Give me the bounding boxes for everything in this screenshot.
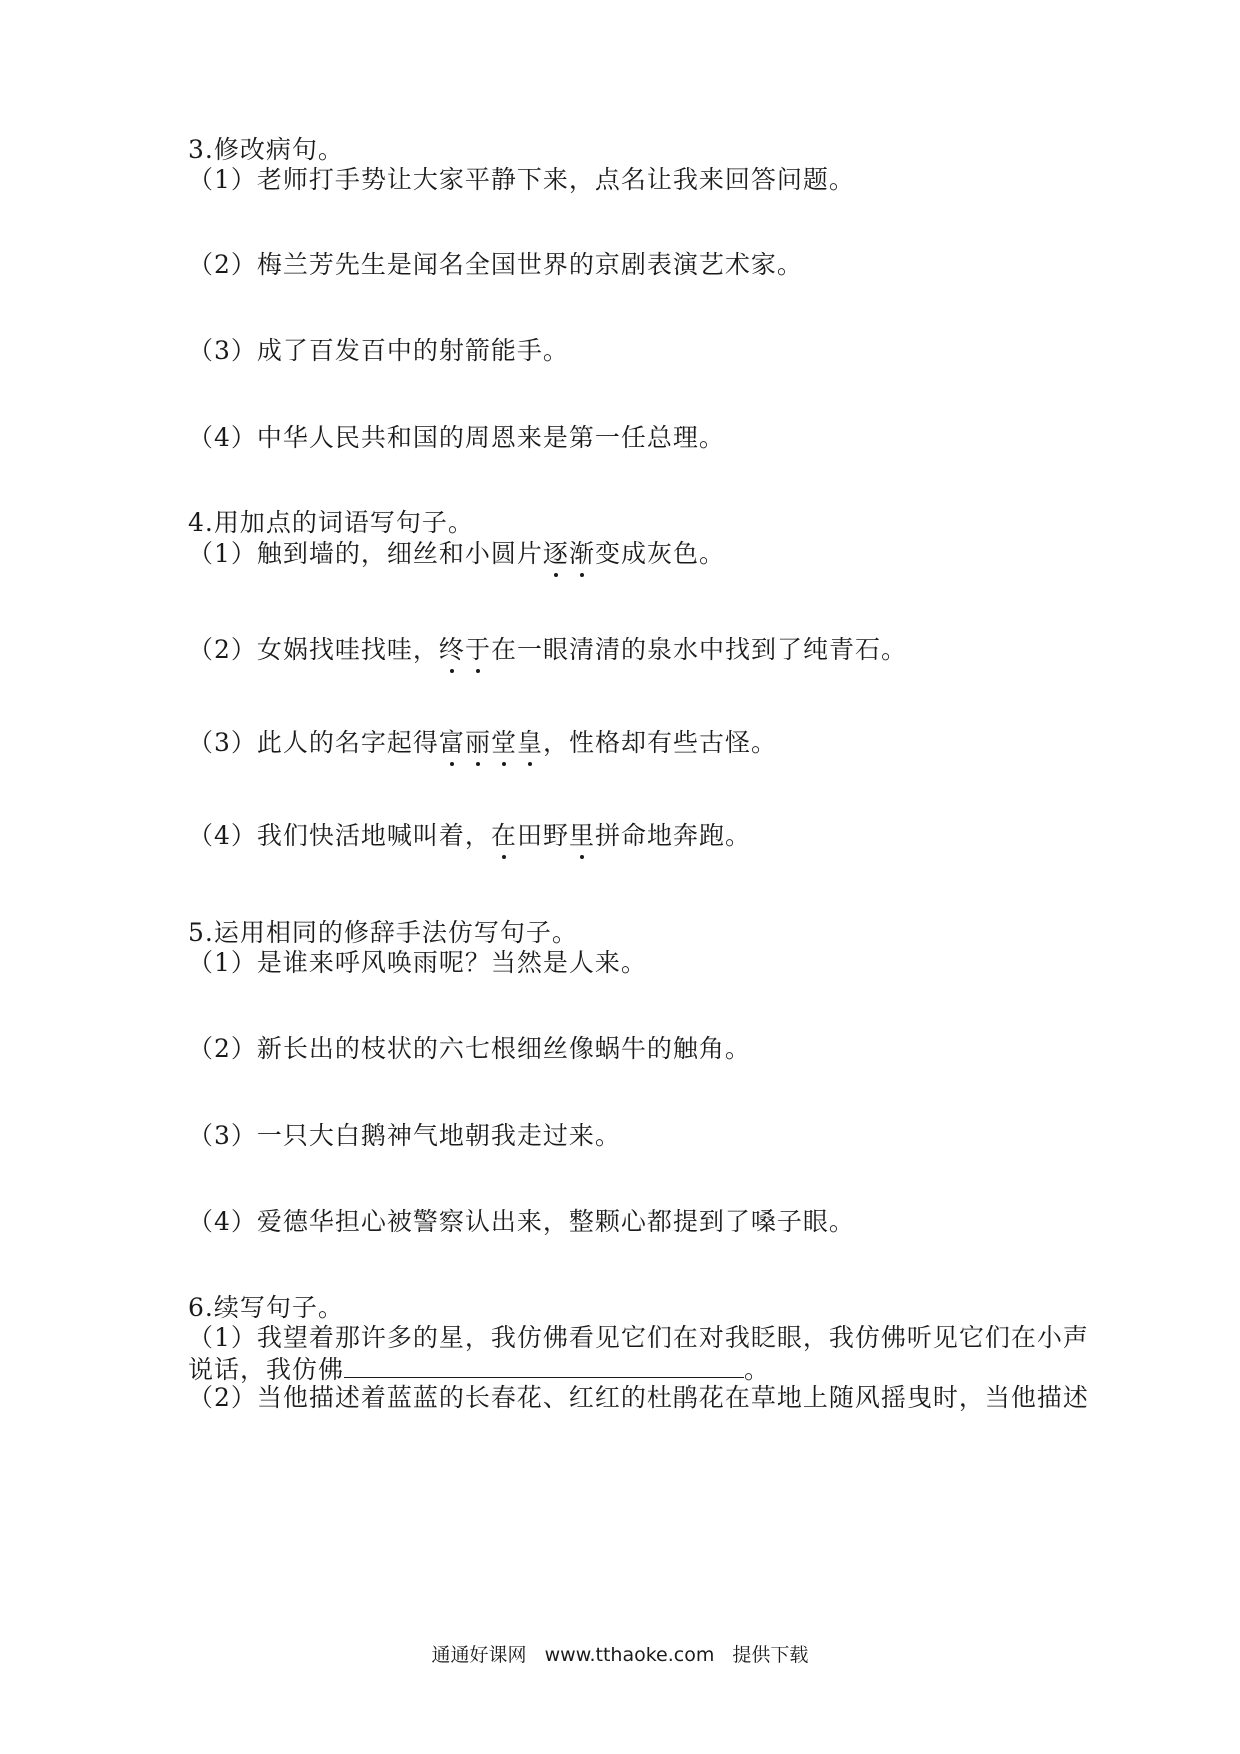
dotted-word — [439, 728, 543, 757]
footer-url[interactable]: www.tthaoke.com — [544, 1644, 715, 1666]
section-5-item-1: （1）是谁来呼风唤雨呢？当然是人来。 — [188, 948, 647, 977]
section-6-item-1-line-1: （1）我望着那许多的星，我仿佛看见它们在对我眨眼，我仿佛听见它们在小声 — [188, 1323, 1089, 1352]
page-footer — [0, 1640, 1240, 1667]
section-4-item-4 — [188, 819, 751, 853]
dotted-char: 富 — [439, 726, 465, 760]
section-3-heading: 3.修改病句。 — [188, 135, 344, 164]
section-5-item-2: （2）新长出的枝状的六七根细丝像蜗牛的触角。 — [188, 1034, 751, 1063]
dotted-word — [569, 821, 595, 850]
item-text-before: （1）触到墙的，细丝和小圆片 — [188, 539, 543, 568]
item-text-after: 。 — [744, 1355, 771, 1384]
item-text-after: 在一眼清清的泉水中找到了纯青石。 — [490, 635, 907, 664]
dotted-word — [491, 821, 517, 850]
section-4-item-2 — [188, 633, 907, 667]
item-text-after: 拼命地奔跑。 — [594, 821, 751, 850]
dotted-char: 皇 — [517, 726, 543, 760]
dotted-char: 终 — [439, 633, 465, 667]
section-5-item-3: （3）一只大白鹅神气地朝我走过来。 — [188, 1121, 621, 1150]
item-text-before: （2）女娲找哇找哇， — [188, 635, 439, 664]
section-3-item-3: （3）成了百发百中的射箭能手。 — [188, 336, 569, 365]
section-4-heading: 4.用加点的词语写句子。 — [188, 508, 474, 537]
item-text-before: 说话，我仿佛 — [188, 1355, 345, 1384]
dotted-char: 逐 — [543, 537, 569, 571]
dotted-char: 在 — [491, 819, 517, 853]
dotted-char: 堂 — [491, 726, 517, 760]
section-5-heading: 5.运用相同的修辞手法仿写句子。 — [188, 918, 578, 947]
item-text-after: ，性格却有些古怪。 — [542, 728, 777, 757]
item-text-after: 变成灰色。 — [594, 539, 725, 568]
section-3-item-1: （1）老师打手势让大家平静下来，点名让我来回答问题。 — [188, 165, 855, 194]
section-3-item-2: （2）梅兰芳先生是闻名全国世界的京剧表演艺术家。 — [188, 250, 803, 279]
section-4-item-3 — [188, 726, 777, 760]
dotted-word — [439, 635, 491, 664]
dotted-char: 渐 — [569, 537, 595, 571]
dotted-char: 于 — [465, 633, 491, 667]
dotted-char: 丽 — [465, 726, 491, 760]
answer-blank[interactable] — [344, 1351, 744, 1378]
section-6-heading: 6.续写句子。 — [188, 1293, 344, 1322]
item-text-before: （4）我们快活地喊叫着， — [188, 821, 491, 850]
section-6-item-2: （2）当他描述着蓝蓝的长春花、红红的杜鹃花在草地上随风摇曳时，当他描述 — [188, 1383, 1089, 1412]
footer-suffix: 提供下载 — [732, 1644, 809, 1666]
dotted-char: 里 — [569, 819, 595, 853]
section-4-item-1 — [188, 537, 725, 571]
item-text-middle: 田野 — [516, 821, 569, 850]
item-text-before: （3）此人的名字起得 — [188, 728, 439, 757]
dotted-word — [543, 539, 595, 568]
footer-site-name: 通通好课网 — [431, 1644, 527, 1666]
section-5-item-4: （4）爱德华担心被警察认出来，整颗心都提到了嗓子眼。 — [188, 1207, 855, 1236]
section-3-item-4: （4）中华人民共和国的周恩来是第一任总理。 — [188, 423, 725, 452]
